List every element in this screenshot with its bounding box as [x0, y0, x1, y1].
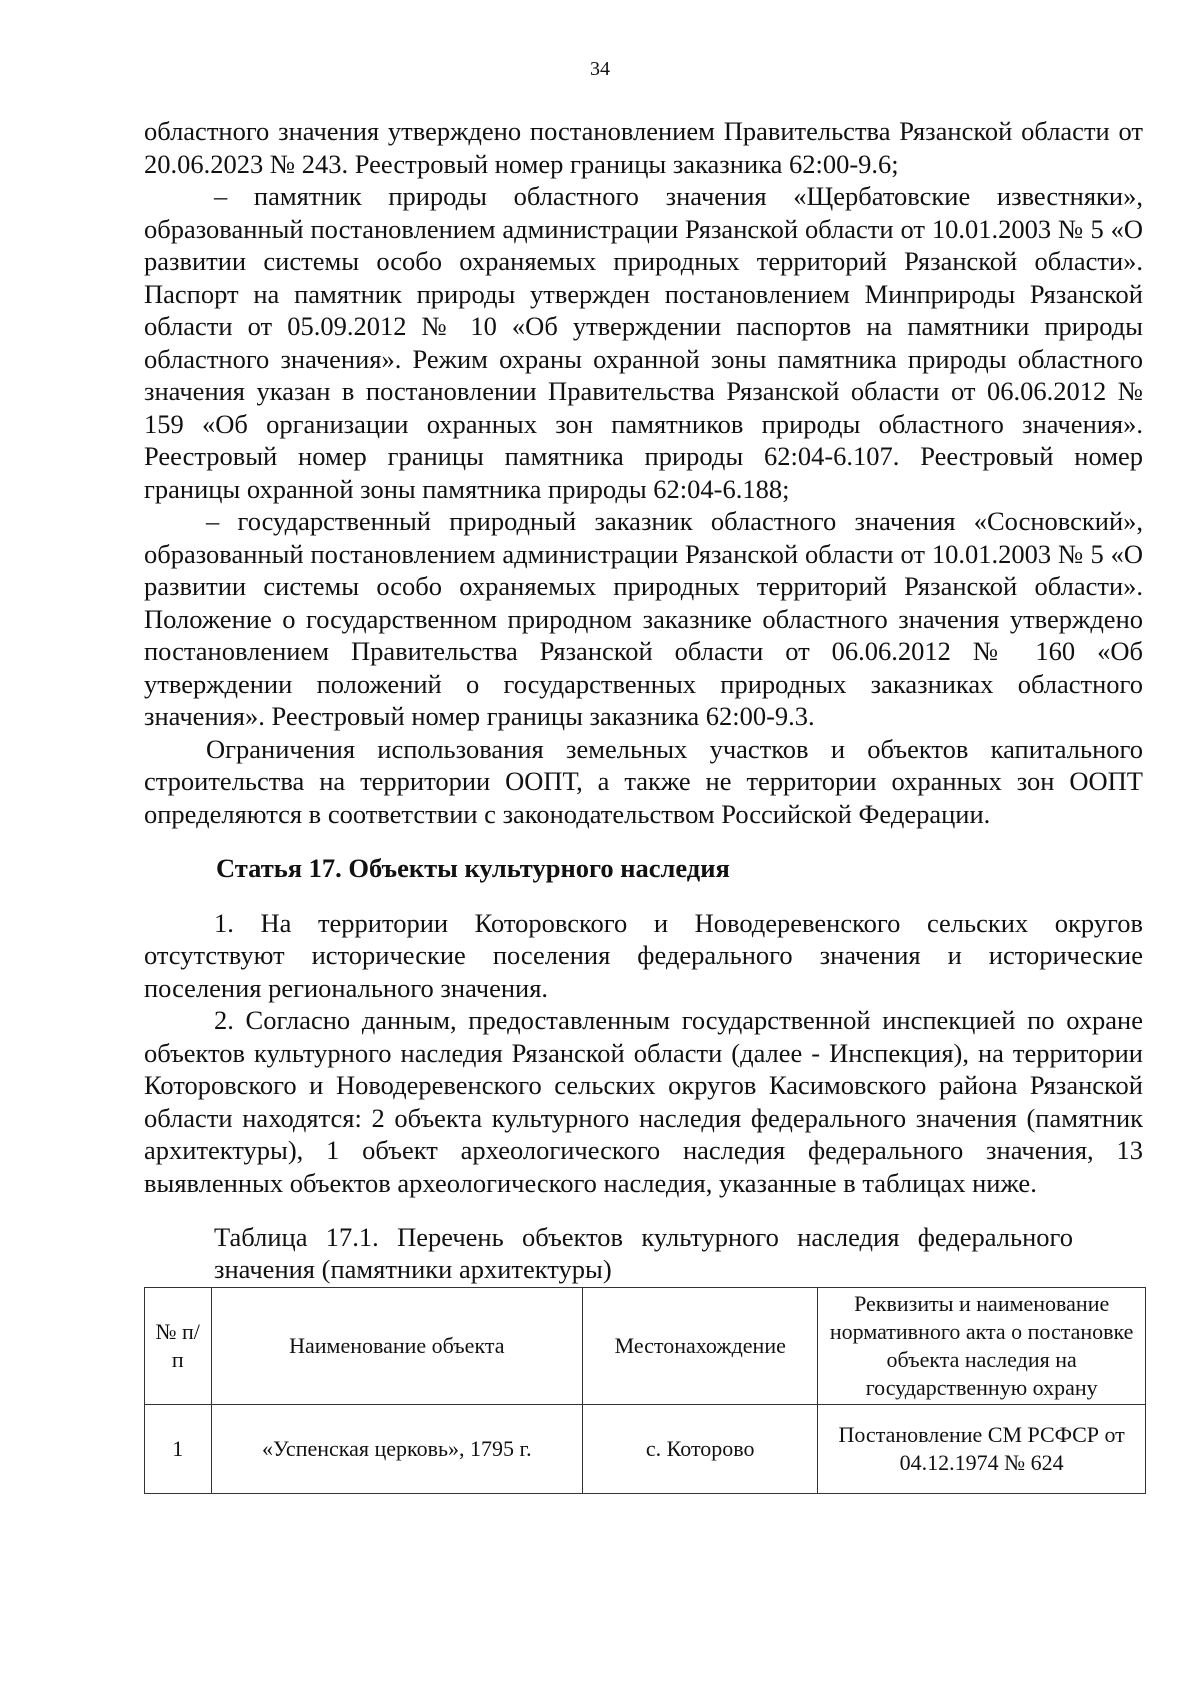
cell-legal-act: Постановление СМ РСФСР от 04.12.1974 № 624: [818, 1405, 1146, 1494]
paragraph-nature-reserve: – государственный природный заказник областного значения «Сосновский», образованный постановлением администрации Рязанской области от 10.01.2003 № 5 «О развитии системы особо охраняемых природных территорий Рязанской области». Положение о государственном природном заказнике областного значения утверждено постановлением Правительства Рязанской области от 06.06.2012 № 160 «Об утверждении положений о государственных природных заказниках областного значения». Реестровый номер границы заказника 62:00-9.3.: [144, 506, 1143, 731]
article-heading: Статья 17. Объекты культурного наследия: [216, 853, 730, 883]
paragraph-continuation: областного значения утверждено постановлением Правительства Рязанской области от 20.06.2023 № 243. Реестровый номер границы заказника 62:00-9.6;: [144, 116, 1143, 179]
table-caption: Таблица 17.1. Перечень объектов культурного наследия федерального значения (памятники архитектуры): [214, 1222, 1073, 1284]
cell-object-name: «Успенская церковь», 1795 г.: [211, 1405, 583, 1494]
table-header-row: [145, 1288, 1146, 1405]
paragraph-restrictions: Ограничения использования земельных участков и объектов капитального строительства на территории ООПТ, а также не территории охранных зон ООПТ определяются в соответствии с законодательством Российской Федерации.: [144, 733, 1143, 829]
article-item-1: 1. На территории Которовского и Новодеревенского сельских округов отсутствуют исторические поселения федерального значения и исторические поселения регионального значения.: [144, 907, 1143, 1003]
article-item-2: 2. Согласно данным, предоставленным государственной инспекцией по охране объектов культурного наследия Рязанской области (далее - Инспекция), на территории Которовского и Новодеревенского сельских округов Касимовского района Рязанской области находятся: 2 объекта культурного наследия федерального значения (памятник архитектуры), 1 объект археологического наследия федерального значения, 13 выявленных объектов археологического наследия, указанные в таблицах ниже.: [144, 1005, 1143, 1198]
header-number: № п/п: [145, 1288, 212, 1405]
heritage-table: [144, 1287, 1146, 1494]
document-body: [144, 115, 1143, 1494]
cell-number: 1: [145, 1405, 212, 1494]
header-legal-act: Реквизиты и наименование нормативного акта о постановке объекта наследия на государственную охрану: [818, 1288, 1146, 1405]
page-number: 34: [590, 58, 610, 80]
paragraph-nature-monument: – памятник природы областного значения «Щербатовские известняки», образованный постановлением администрации Рязанской области от 10.01.2003 № 5 «О развитии системы особо охраняемых природных территорий Рязанской области». Паспорт на памятник природы утвержден постановлением Минприроды Рязанской области от 05.09.2012 № 10 «Об утверждении паспортов на памятники природы областного значения». Режим охраны охранной зоны памятника природы областного значения указан в постановлении Правительства Рязанской области от 06.06.2012 № 159 «Об организации охранных зон памятников природы областного значения». Реестровый номер границы памятника природы 62:04-6.107. Реестровый номер границы охранной зоны памятника природы 62:04-6.188;: [144, 181, 1143, 504]
cell-location: с. Которово: [583, 1405, 818, 1494]
table-row: [145, 1405, 1146, 1494]
header-object-name: Наименование объекта: [211, 1288, 583, 1405]
header-location: Местонахождение: [583, 1288, 818, 1405]
